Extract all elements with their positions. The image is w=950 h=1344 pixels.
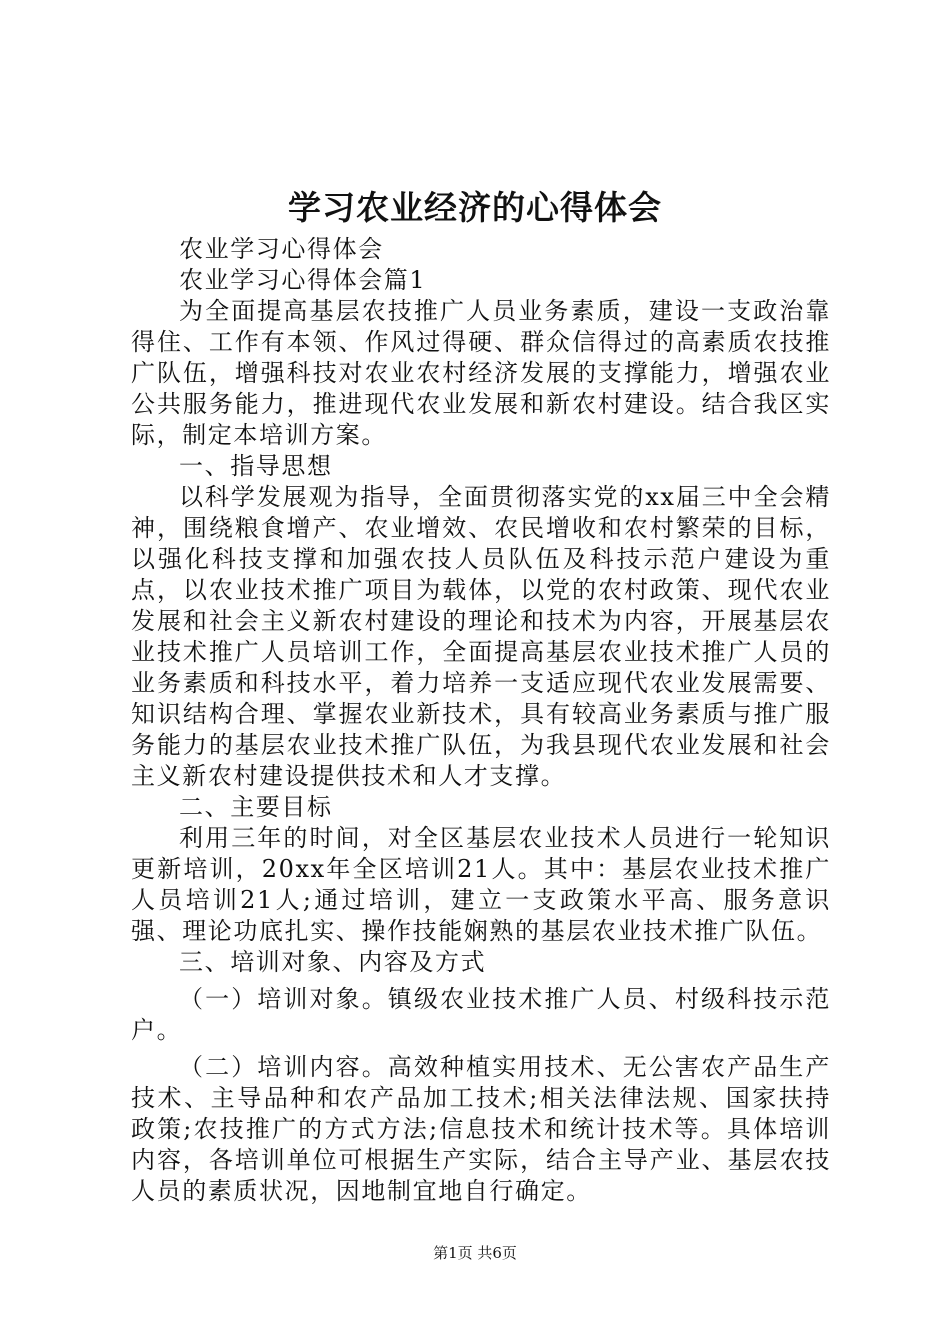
- document-body: [131, 234, 831, 1207]
- paragraph-subtitle: 农业学习心得体会: [179, 235, 384, 263]
- paragraph-main-goals: 利用三年的时间，对全区基层农业技术人员进行一轮知识更新培训，20xx年全区培训21人。其中：基层农业技术推广人员培训21人;通过培训，建立一支政策水平高、服务意识强、理论功底扎实、操作技能娴熟的基层农业技术推广队伍。: [131, 824, 831, 945]
- paragraph-article-heading: 农业学习心得体会篇1: [179, 266, 427, 294]
- section-heading-training: 三、培训对象、内容及方式: [179, 948, 487, 976]
- document-title: 学习农业经济的心得体会: [288, 188, 662, 227]
- section-heading-main-goals: 二、主要目标: [179, 793, 333, 821]
- paragraph-guiding-ideology: 以科学发展观为指导，全面贯彻落实党的xx届三中全会精神，围绕粮食增产、农业增效、农民增收和农村繁荣的目标，以强化科技支撑和加强农技人员队伍及科技示范户建设为重点，以农业技术推广项目为载体，以党的农村政策、现代农业发展和社会主义新农村建设的理论和技术为内容，开展基层农业技术推广人员培训工作，全面提高基层农业技术推广人员的业务素质和科技水平，着力培养一支适应现代农业发展需要、知识结构合理、掌握农业新技术，具有较高业务素质与推广服务能力的基层农业技术推广队伍，为我县现代农业发展和社会主义新农村建设提供技术和人才支撑。: [131, 483, 831, 790]
- paragraph-intro: 为全面提高基层农技推广人员业务素质，建设一支政治靠得住、工作有本领、作风过得硬、群众信得过的高素质农技推广队伍，增强科技对农业农村经济发展的支撑能力，增强农业公共服务能力，推进现代农业发展和新农村建设。结合我区实际，制定本培训方案。: [131, 297, 831, 449]
- paragraph-training-targets: （一）培训对象。镇级农业技术推广人员、村级科技示范户。: [131, 985, 831, 1044]
- page-footer: 第1页 共6页: [433, 1244, 517, 1262]
- paragraph-training-content: （二）培训内容。高效种植实用技术、无公害农产品生产技术、主导品种和农产品加工技术;相关法律法规、国家扶持政策;农技推广的方式方法;信息技术和统计技术等。具体培训内容，各培训单位可根据生产实际，结合主导产业、基层农技人员的素质状况，因地制宜地自行确定。: [131, 1053, 831, 1205]
- section-heading-guiding-ideology: 一、指导思想: [179, 452, 333, 480]
